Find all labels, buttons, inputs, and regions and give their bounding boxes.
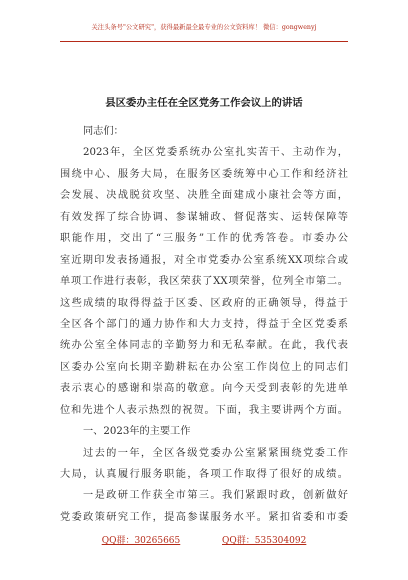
footer-contacts <box>0 533 408 546</box>
paragraph-line: 会发展、决战脱贫攻坚、决胜全面建成小康社会等方面， <box>60 190 348 202</box>
paragraph-line: 表示衷心的感谢和崇高的敬意。向今天受到表彰的先进单 <box>60 383 348 395</box>
paragraph-line: 一是政研工作获全市第三。我们紧跟时政，创新做好 <box>83 490 348 502</box>
paragraph-line: 全区各个部门的通力协作和大力支持，得益于全区党委系 <box>60 318 348 330</box>
salutation-line: 同志们： <box>83 126 124 137</box>
header-divider <box>60 41 348 42</box>
paragraph-line: 围绕中心、服务大局，在服务区委统筹中心工作和经济社 <box>60 168 348 180</box>
section-heading: 一、2023年的主要工作 <box>83 426 191 438</box>
paragraph-line: 这些成绩的取得得益于区委、区政府的正确领导，得益于 <box>60 297 348 309</box>
paragraph-line: 大局，认真履行服务职能，各项工作取得了很好的成绩。 <box>60 469 348 480</box>
paragraph-line: 过去的一年，全区各级党委办公室紧紧围绕党委工作 <box>83 447 348 459</box>
paragraph-line: 有效发挥了综合协调、参谋辅政、督促落实、运转保障等 <box>60 211 348 223</box>
document-title: 县区委办主任在全区党务工作会议上的讲话 <box>105 97 303 109</box>
paragraph-line: 区委办公室向长期辛勤耕耘在办公室工作岗位上的同志们 <box>60 361 348 373</box>
paragraph-line: 位和先进个人表示热烈的祝贺。下面，我主要讲两个方面。 <box>60 404 348 416</box>
paragraph-line: 职能作用，交出了“三服务”工作的优秀答卷。市委办公 <box>60 233 348 245</box>
document-body <box>60 121 348 528</box>
qq-group-link-1[interactable]: QQ群：30265665 <box>101 536 181 546</box>
paragraph-line: 单项工作进行表彰，我区荣获了XX项荣誉，位列全市第二。 <box>60 276 348 288</box>
paragraph-line: 室近期印发表扬通报，对全市党委办公室系统XX项综合或 <box>60 254 348 266</box>
paragraph-line: 党委政策研究工作，提高参谋服务水平。紧扣省委和市委 <box>60 511 348 523</box>
header-banner: 关注头条号"公文研究"，获得最新最全最专业的公文资料库！ 微信：gongwenyj <box>91 24 317 31</box>
paragraph-line: 统办公室全体同志的辛勤努力和无私奉献。在此，我代表 <box>60 340 348 352</box>
qq-group-link-2[interactable]: QQ群：535304092 <box>222 536 307 546</box>
paragraph-line: 2023年，全区党委系统办公室扎实苦干、主动作为， <box>83 147 348 159</box>
